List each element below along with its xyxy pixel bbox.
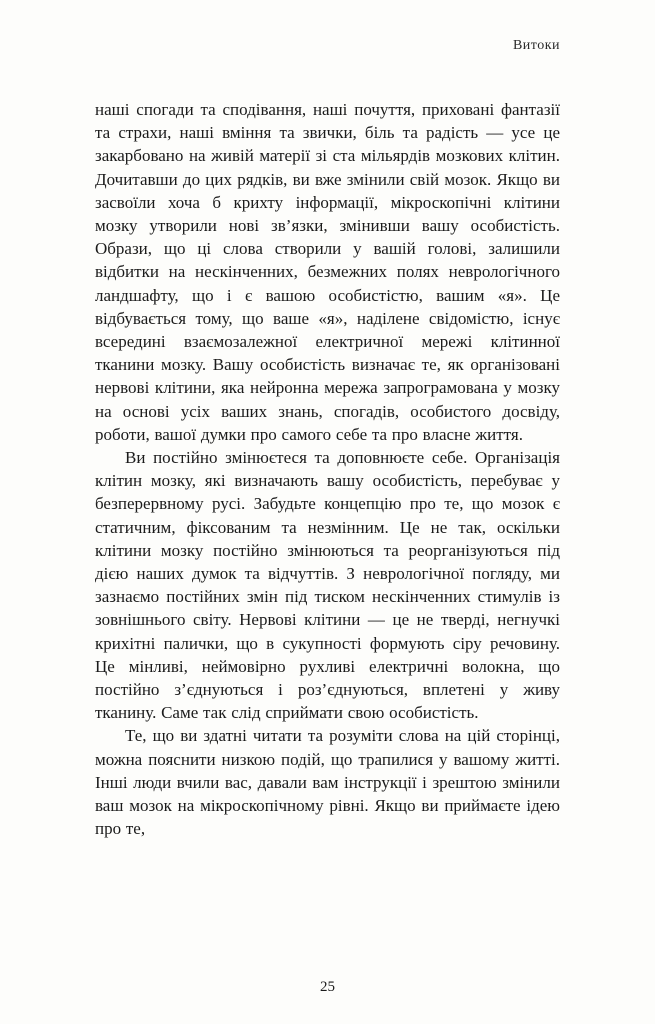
page-body-text — [95, 98, 560, 841]
paragraph: наші спогади та сподівання, наші почуття, приховані фантазії та страхи, наші вміння та звички, біль та радість — усе це закарбовано на живій матерії зі ста мільярдів мозкових клітин. Дочитавши до цих рядків, ви вже змінили свій мозок. Якщо ви засвоїли хоча б крихту інформації, мікроскопічні клітини мозку утворили нові зв’язки, змінивши вашу особистість. Образи, що ці слова створили у вашій голові, залишили відбитки на нескінченних, безмежних полях неврологічного ландшафту, що і є вашою особистістю, вашим «я». Це відбувається тому, що ваше «я», наділене свідомістю, існує всередині взаємозалежної електричної мережі клітинної тканини мозку. Вашу особистість визначає те, як організовані нервові клітини, яка нейронна мережа запрограмована у мозку на основі усіх ваших знань, спогадів, особистого досвіду, роботи, вашої думки про самого себе та про власне життя. — [95, 100, 560, 444]
running-head: Витоки — [512, 38, 560, 53]
page-number: 25 — [320, 979, 335, 995]
paragraph: Те, що ви здатні читати та розуміти слова на цій сторінці, можна пояснити низкою подій, що трапилися у вашому житті. Інші люди вчили вас, давали вам інструкції і зрештою змінили ваш мозок на мікроскопічному рівні. Якщо ви приймаєте ідею про те, — [95, 726, 560, 839]
paragraph: Ви постійно змінюєтеся та доповнюєте себе. Організація клітин мозку, які визначають вашу особистість, перебуває у безперервному русі. Забудьте концепцію про те, що мозок є статичним, фіксованим та незмінним. Це не так, оскільки клітини мозку постійно змінюються та реорганізуються під дією наших думок та відчуттів. З неврологічної погляду, ми зазнаємо постійних змін під тиском нескінченних стимулів із зовнішнього світу. Нервові клітини — це не тверді, негнучкі крихітні палички, що в сукупності формують сіру речовину. Це мінливі, неймовірно рухливі електричні волокна, що постійно з’єднуються і роз’єднуються, вплетені у живу тканину. Саме так слід сприймати свою особистість. — [95, 448, 560, 723]
